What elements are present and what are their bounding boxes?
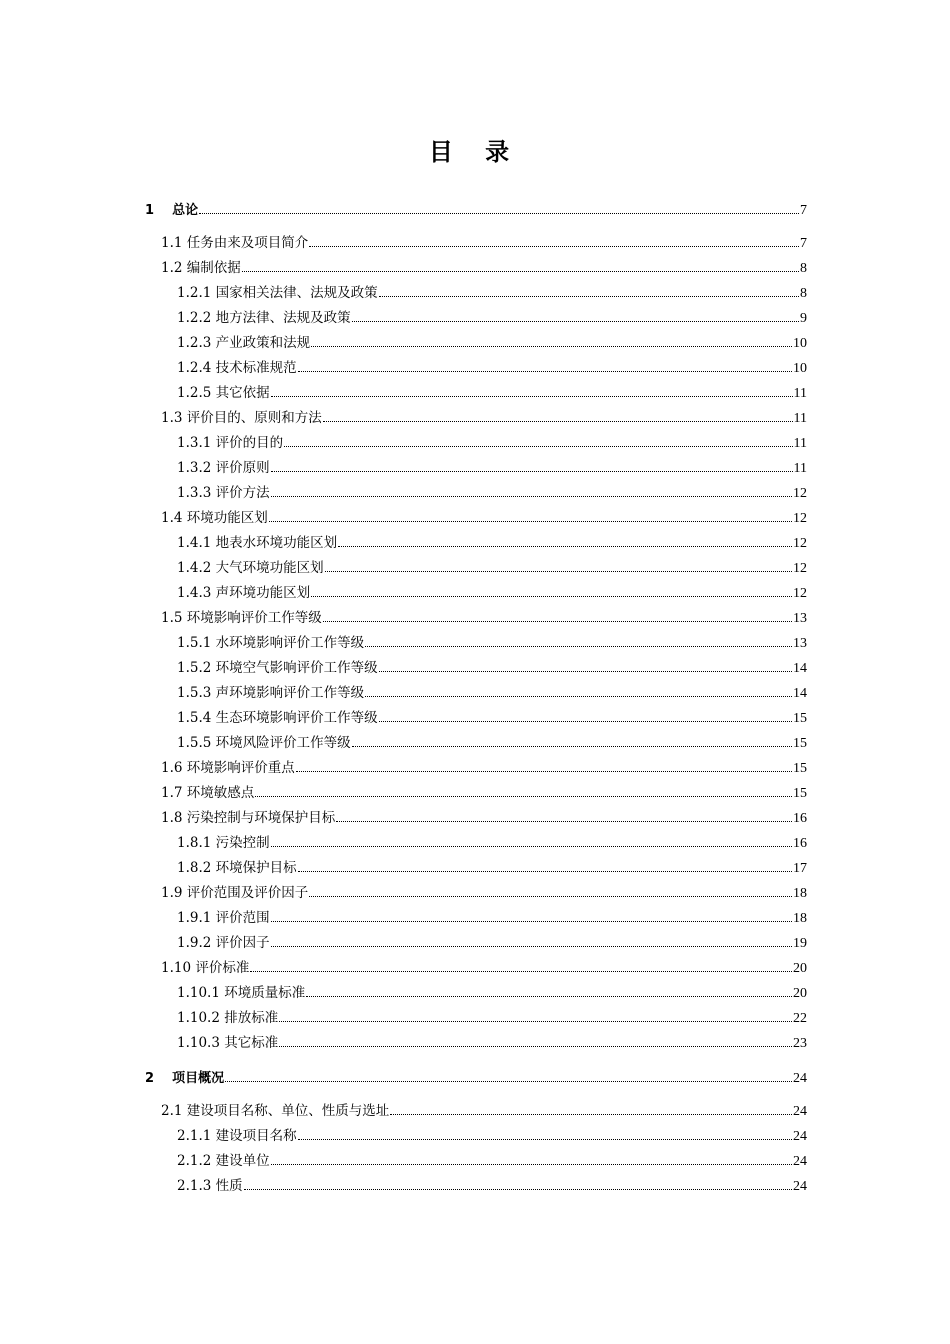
toc-entry-label: 水环境影响评价工作等级 xyxy=(215,635,365,651)
toc-entry-number: 1.5.4 xyxy=(177,710,216,726)
toc-entry-number: 1.3.1 xyxy=(177,435,216,451)
toc-entry[interactable] xyxy=(161,606,807,631)
toc-entry[interactable] xyxy=(161,881,807,906)
toc-entry-number: 1.2.3 xyxy=(177,335,216,351)
toc-entry[interactable] xyxy=(177,981,807,1006)
toc-entry-number: 1.1 xyxy=(161,235,187,251)
toc-entry-number: 1.4.1 xyxy=(177,535,216,551)
toc-leader-dots xyxy=(306,995,792,997)
toc-entry[interactable] xyxy=(161,506,807,531)
toc-leader-dots xyxy=(255,795,792,797)
toc-entry[interactable] xyxy=(177,381,807,406)
toc-entry[interactable] xyxy=(177,706,807,731)
toc-entry-number: 1.10 xyxy=(161,960,196,976)
toc-leader-dots xyxy=(352,320,799,322)
toc-entry[interactable] xyxy=(177,1149,807,1174)
toc-entry[interactable] xyxy=(161,806,807,831)
toc-entry-label: 评价标准 xyxy=(195,960,250,976)
toc-entry[interactable] xyxy=(177,731,807,756)
toc-leader-dots xyxy=(225,1080,792,1082)
toc-entry[interactable] xyxy=(177,906,807,931)
toc-entry-label: 生态环境影响评价工作等级 xyxy=(215,710,378,726)
toc-leader-dots xyxy=(309,245,799,247)
toc-entry-number: 1.2.2 xyxy=(177,310,216,326)
toc-leader-dots xyxy=(379,720,792,722)
toc-entry-number: 1.4.2 xyxy=(177,560,216,576)
toc-leader-dots xyxy=(379,295,799,297)
toc-entry-number: 1.8.2 xyxy=(177,860,216,876)
toc-leader-dots xyxy=(250,970,792,972)
toc-entry-number: 2.1.1 xyxy=(177,1128,216,1144)
toc-entry-label: 评价因子 xyxy=(215,935,270,951)
toc-entry-label: 任务由来及项目简介 xyxy=(186,235,309,251)
toc-leader-dots xyxy=(338,545,792,547)
toc-entry[interactable] xyxy=(161,756,807,781)
toc-entry-page: 15 xyxy=(793,736,807,751)
toc-leader-dots xyxy=(271,920,792,922)
toc-entry-number: 1.4 xyxy=(161,510,187,526)
toc-entry-label: 性质 xyxy=(215,1178,243,1194)
toc-entry[interactable] xyxy=(177,1124,807,1149)
toc-leader-dots xyxy=(271,1163,792,1165)
toc-entry-number: 1.10.1 xyxy=(177,985,225,1001)
toc-entry-label: 评价目的、原则和方法 xyxy=(186,410,322,426)
toc-leader-dots xyxy=(271,845,792,847)
toc-leader-dots xyxy=(311,595,792,597)
toc-entry-page: 24 xyxy=(793,1154,807,1169)
toc-entry[interactable] xyxy=(145,1066,807,1091)
toc-entry-number: 1.9 xyxy=(161,885,187,901)
toc-entry-page: 18 xyxy=(793,911,807,926)
toc-entry-number: 1.7 xyxy=(161,785,187,801)
toc-entry-label: 污染控制与环境保护目标 xyxy=(186,810,336,826)
toc-entry-number: 1.10.2 xyxy=(177,1010,225,1026)
toc-entry-page: 14 xyxy=(793,686,807,701)
toc-leader-dots xyxy=(352,745,792,747)
toc-entry-label: 评价范围 xyxy=(215,910,270,926)
toc-entry-page: 18 xyxy=(793,886,807,901)
toc-entry-number: 2.1.2 xyxy=(177,1153,216,1169)
toc-leader-dots xyxy=(271,395,793,397)
toc-entry-number: 1.5.3 xyxy=(177,685,216,701)
toc-entry-page: 24 xyxy=(793,1104,807,1119)
toc-entry-number: 1.2.4 xyxy=(177,360,216,376)
toc-entry[interactable] xyxy=(177,556,807,581)
toc-entry-label: 其它标准 xyxy=(224,1035,279,1051)
toc-leader-dots xyxy=(242,270,799,272)
toc-leader-dots xyxy=(271,495,792,497)
toc-entry-page: 13 xyxy=(793,636,807,651)
toc-entry-page: 16 xyxy=(793,836,807,851)
toc-entry-label: 环境功能区划 xyxy=(186,510,268,526)
toc-entry-page: 16 xyxy=(793,811,807,826)
toc-entry-number: 1.6 xyxy=(161,760,187,776)
toc-entry[interactable] xyxy=(177,656,807,681)
toc-entry-label: 总论 xyxy=(172,203,199,218)
toc-leader-dots xyxy=(244,1188,792,1190)
toc-entry-page: 22 xyxy=(793,1011,807,1026)
toc-entry[interactable] xyxy=(161,231,807,256)
toc-entry-page: 10 xyxy=(793,361,807,376)
toc-leader-dots xyxy=(323,420,793,422)
toc-entry-label: 环境敏感点 xyxy=(186,785,255,801)
toc-entry-label: 环境风险评价工作等级 xyxy=(215,735,351,751)
toc-entry[interactable] xyxy=(177,831,807,856)
toc-entry-number: 1.5.1 xyxy=(177,635,216,651)
toc-entry-label: 环境空气影响评价工作等级 xyxy=(215,660,378,676)
toc-entry-label: 项目概况 xyxy=(172,1071,225,1086)
toc-entry[interactable] xyxy=(177,631,807,656)
toc-entry-page: 11 xyxy=(793,411,807,426)
toc-entry[interactable] xyxy=(145,198,807,223)
toc-entry-label: 地表水环境功能区划 xyxy=(215,535,338,551)
toc-entry-page: 9 xyxy=(800,311,807,326)
toc-entry-label: 评价方法 xyxy=(215,485,270,501)
toc-entry[interactable] xyxy=(161,256,807,281)
toc-entry-label: 评价的目的 xyxy=(215,435,284,451)
toc-leader-dots xyxy=(298,870,792,872)
toc-entry-label: 评价范围及评价因子 xyxy=(186,885,309,901)
toc-entry-number: 1.10.3 xyxy=(177,1035,225,1051)
toc-entry-page: 12 xyxy=(793,561,807,576)
toc-entry-label: 建设单位 xyxy=(215,1153,270,1169)
toc-entry[interactable] xyxy=(177,481,807,506)
toc-entry-page: 12 xyxy=(793,586,807,601)
toc-entry-number: 1.5.2 xyxy=(177,660,216,676)
toc-entry-label: 建设项目名称、单位、性质与选址 xyxy=(186,1103,390,1119)
toc-entry-page: 11 xyxy=(793,436,807,451)
page-title: 目 录 xyxy=(428,138,522,166)
toc-leader-dots xyxy=(298,370,792,372)
toc-entry-page: 15 xyxy=(793,711,807,726)
toc-entry[interactable] xyxy=(161,956,807,981)
toc-leader-dots xyxy=(269,520,792,522)
toc-leader-dots xyxy=(271,470,793,472)
toc-entry-page: 20 xyxy=(793,986,807,1001)
toc-entry[interactable] xyxy=(177,856,807,881)
toc-entry-number: 1.3.2 xyxy=(177,460,216,476)
toc-entry-number: 1.4.3 xyxy=(177,585,216,601)
toc-entry[interactable] xyxy=(161,406,807,431)
toc-entry[interactable] xyxy=(177,1031,807,1056)
toc-entry-label: 环境保护目标 xyxy=(215,860,297,876)
toc-entry-label: 环境质量标准 xyxy=(224,985,306,1001)
toc-entry-number: 1.8 xyxy=(161,810,187,826)
toc-entry-page: 24 xyxy=(793,1071,807,1086)
toc-entry[interactable] xyxy=(177,331,807,356)
toc-entry-number: 1.2.5 xyxy=(177,385,216,401)
toc-entry[interactable] xyxy=(177,456,807,481)
toc-leader-dots xyxy=(390,1113,792,1115)
toc-leader-dots xyxy=(284,445,792,447)
toc-leader-dots xyxy=(336,820,792,822)
toc-entry-label: 大气环境功能区划 xyxy=(215,560,324,576)
toc-entry-page: 11 xyxy=(793,461,807,476)
toc-entry-number: 1.9.2 xyxy=(177,935,216,951)
toc-entry-label: 编制依据 xyxy=(186,260,241,276)
toc-leader-dots xyxy=(199,212,799,214)
toc-entry-page: 14 xyxy=(793,661,807,676)
toc-entry[interactable] xyxy=(161,1099,807,1124)
toc-leader-dots xyxy=(323,620,792,622)
toc-entry-page: 24 xyxy=(793,1129,807,1144)
toc-entry-page: 8 xyxy=(800,261,807,276)
toc-entry-number: 1.9.1 xyxy=(177,910,216,926)
toc-entry-number: 2 xyxy=(145,1071,173,1086)
toc-entry-page: 15 xyxy=(793,786,807,801)
toc-entry[interactable] xyxy=(177,681,807,706)
toc-entry[interactable] xyxy=(177,531,807,556)
toc-entry-page: 7 xyxy=(800,203,807,218)
toc-entry-number: 1.2.1 xyxy=(177,285,216,301)
toc-entry-number: 1 xyxy=(145,203,173,218)
toc-entry[interactable] xyxy=(177,931,807,956)
toc-entry-label: 声环境功能区划 xyxy=(215,585,311,601)
toc-leader-dots xyxy=(298,1138,792,1140)
toc-leader-dots xyxy=(296,770,792,772)
toc-entry-page: 12 xyxy=(793,486,807,501)
toc-leader-dots xyxy=(365,695,792,697)
toc-entry-page: 10 xyxy=(793,336,807,351)
toc-entry-page: 11 xyxy=(793,386,807,401)
table-of-contents xyxy=(0,198,950,1199)
toc-entry-number: 1.5 xyxy=(161,610,187,626)
toc-entry-number: 1.3 xyxy=(161,410,187,426)
toc-entry-number: 1.2 xyxy=(161,260,187,276)
toc-leader-dots xyxy=(325,570,792,572)
toc-entry-label: 技术标准规范 xyxy=(215,360,297,376)
toc-leader-dots xyxy=(379,670,792,672)
toc-entry[interactable] xyxy=(177,1174,807,1199)
toc-leader-dots xyxy=(279,1020,792,1022)
toc-entry-number: 1.3.3 xyxy=(177,485,216,501)
toc-entry[interactable] xyxy=(177,306,807,331)
toc-leader-dots xyxy=(309,895,792,897)
toc-entry-label: 评价原则 xyxy=(215,460,270,476)
toc-entry-page: 12 xyxy=(793,511,807,526)
toc-entry-page: 19 xyxy=(793,936,807,951)
toc-leader-dots xyxy=(279,1045,792,1047)
toc-entry-label: 环境影响评价工作等级 xyxy=(186,610,322,626)
toc-entry-label: 污染控制 xyxy=(215,835,270,851)
toc-entry-label: 地方法律、法规及政策 xyxy=(215,310,351,326)
toc-entry[interactable] xyxy=(177,581,807,606)
toc-entry-page: 7 xyxy=(800,236,807,251)
toc-entry[interactable] xyxy=(177,431,807,456)
toc-entry-label: 排放标准 xyxy=(224,1010,279,1026)
toc-leader-dots xyxy=(365,645,792,647)
toc-entry[interactable] xyxy=(161,781,807,806)
toc-entry-label: 其它依据 xyxy=(215,385,270,401)
toc-entry[interactable] xyxy=(177,281,807,306)
toc-entry-label: 国家相关法律、法规及政策 xyxy=(215,285,378,301)
toc-entry-page: 20 xyxy=(793,961,807,976)
toc-entry-page: 13 xyxy=(793,611,807,626)
toc-entry[interactable] xyxy=(177,1006,807,1031)
toc-entry-number: 1.5.5 xyxy=(177,735,216,751)
toc-leader-dots xyxy=(271,945,792,947)
toc-entry-page: 17 xyxy=(793,861,807,876)
toc-entry-label: 产业政策和法规 xyxy=(215,335,311,351)
toc-entry-page: 12 xyxy=(793,536,807,551)
toc-entry-page: 23 xyxy=(793,1036,807,1051)
toc-entry-number: 2.1.3 xyxy=(177,1178,216,1194)
toc-entry-number: 1.8.1 xyxy=(177,835,216,851)
toc-entry-page: 8 xyxy=(800,286,807,301)
toc-entry-label: 环境影响评价重点 xyxy=(186,760,295,776)
toc-entry-page: 24 xyxy=(793,1179,807,1194)
toc-entry-page: 15 xyxy=(793,761,807,776)
toc-entry-number: 2.1 xyxy=(161,1103,187,1119)
toc-entry-label: 建设项目名称 xyxy=(215,1128,297,1144)
toc-leader-dots xyxy=(311,345,792,347)
toc-entry-label: 声环境影响评价工作等级 xyxy=(215,685,365,701)
toc-entry[interactable] xyxy=(177,356,807,381)
